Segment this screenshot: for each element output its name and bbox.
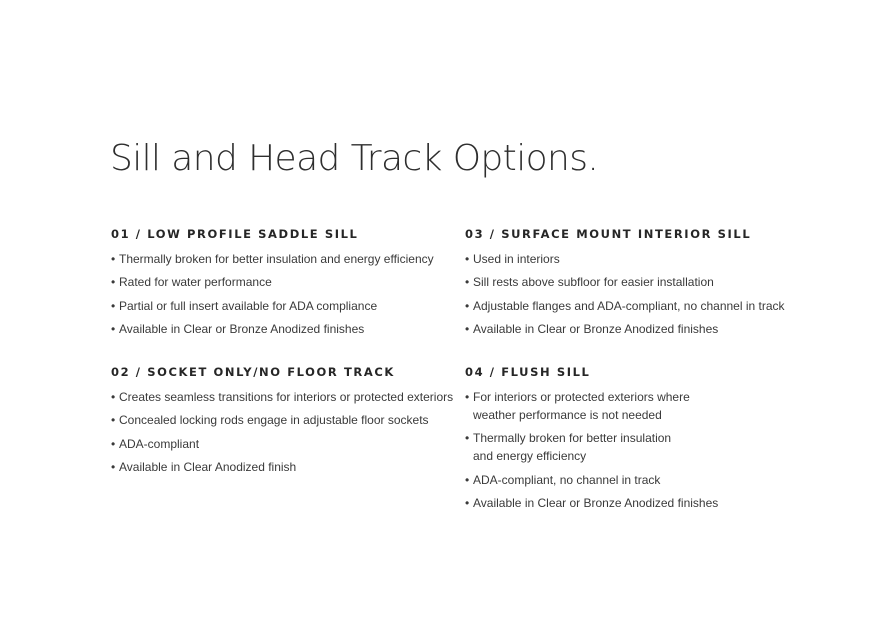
section-heading: 01 / LOW PROFILE SADDLE SILL bbox=[111, 227, 359, 241]
list-item bbox=[465, 429, 805, 465]
list-item: • ADA-compliant, no channel in track bbox=[465, 471, 805, 489]
list-item: • Available in Clear or Bronze Anodized finishes bbox=[465, 320, 805, 338]
section-flush-sill bbox=[465, 365, 805, 517]
list-item: • Available in Clear or Bronze Anodized finishes bbox=[111, 320, 451, 338]
list-item-line: • Thermally broken for better insulation bbox=[473, 431, 672, 446]
list-item-line: and energy efficiency bbox=[473, 449, 587, 464]
section-heading: 02 / SOCKET ONLY/NO FLOOR TRACK bbox=[111, 365, 395, 379]
list-item: • Adjustable flanges and ADA-compliant, no channel in track bbox=[465, 297, 805, 315]
list-item-line: weather performance is not needed bbox=[473, 408, 662, 422]
list-item-line: • For interiors or protected exteriors where bbox=[473, 390, 690, 404]
section-heading: 03 / SURFACE MOUNT INTERIOR SILL bbox=[465, 227, 752, 241]
list-item: • ADA-compliant bbox=[111, 435, 451, 453]
list-item: • Concealed locking rods engage in adjustable floor sockets bbox=[111, 411, 451, 429]
list-item: • Available in Clear or Bronze Anodized finishes bbox=[465, 494, 805, 512]
list-item: • Partial or full insert available for ADA compliance bbox=[111, 297, 451, 315]
list-item: • Rated for water performance bbox=[111, 273, 451, 291]
list-item: • Sill rests above subfloor for easier installation bbox=[465, 273, 805, 291]
section-surface-mount-interior-sill bbox=[465, 227, 805, 343]
list-item: • Creates seamless transitions for interiors or protected exteriors bbox=[111, 388, 451, 406]
section-low-profile-saddle-sill bbox=[111, 227, 451, 343]
list-item: • Thermally broken for better insulation and energy efficiency bbox=[111, 250, 451, 268]
feature-list bbox=[111, 388, 454, 476]
section-heading: 04 / FLUSH SILL bbox=[465, 365, 591, 379]
list-item: • Used in interiors bbox=[465, 250, 805, 268]
feature-list bbox=[465, 388, 805, 512]
list-item bbox=[465, 388, 805, 424]
feature-list bbox=[111, 250, 451, 338]
section-socket-only-no-floor-track bbox=[111, 365, 454, 481]
list-item: • Available in Clear Anodized finish bbox=[111, 458, 451, 476]
feature-list bbox=[465, 250, 805, 338]
page-title: Sill and Head Track Options. bbox=[110, 138, 599, 179]
